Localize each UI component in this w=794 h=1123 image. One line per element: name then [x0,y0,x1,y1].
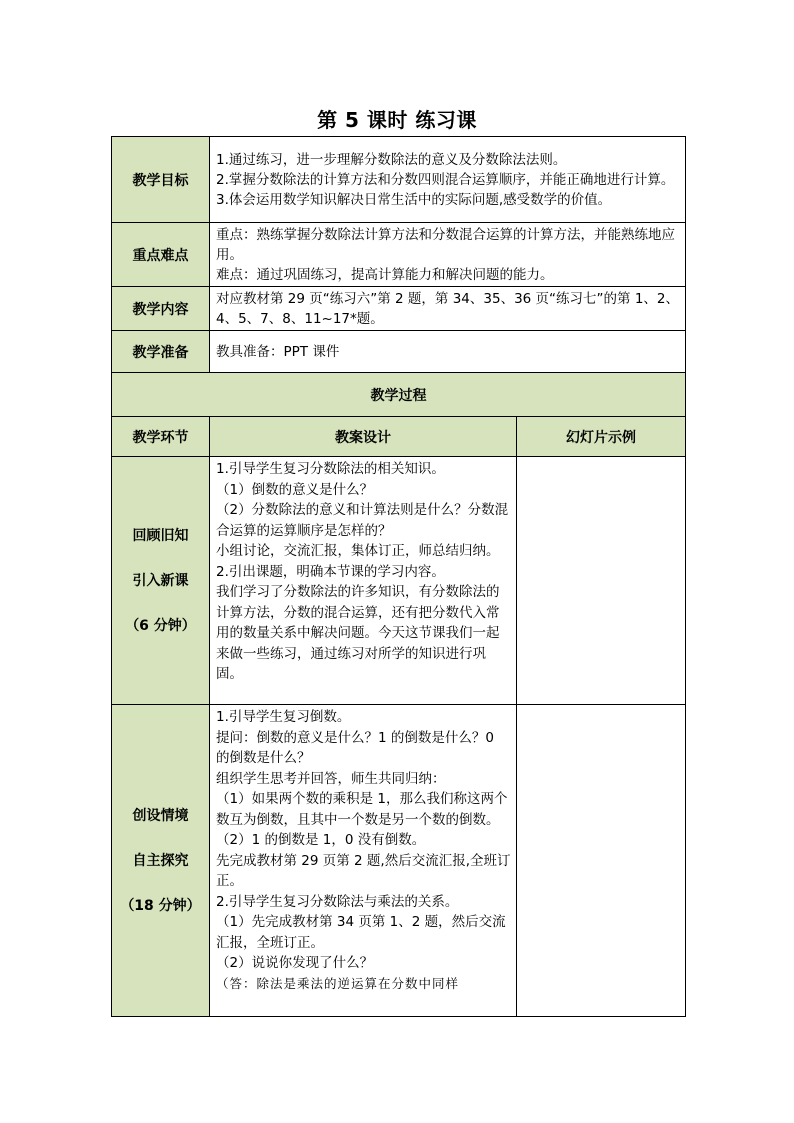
stage-name [112,457,210,705]
stage-name-line: 回顾旧知 [132,527,189,544]
objective-line: 2.掌握分数除法的计算方法和分数四则混合运算顺序，并能正确地进行计算。 [216,171,675,188]
key-points-row [112,223,686,287]
stage-row [112,457,686,705]
stage-name-line: 创设情境 [132,807,189,824]
stage-name-line: 引入新课 [132,572,189,589]
lesson-plan-table [111,136,686,1017]
design-line: 1.引导学生复习倒数。 [216,709,351,725]
column-header-stage: 教学环节 [112,417,210,457]
key-point-line: 难点：通过巩固练习，提高计算能力和解决问题的能力。 [216,266,554,283]
process-header-row [112,373,686,417]
design-line: 先完成教材第 29 页第 2 题,然后交流汇报,全班订正。 [216,852,511,889]
design-line: 2.引出课题，明确本节课的学习内容。 [216,563,445,580]
column-header-row [112,417,686,457]
design-line: 小组讨论，交流汇报，集体订正，师总结归纳。 [216,543,500,559]
key-point-line: 重点：熟练掌握分数除法计算方法和分数混合运算的计算方法，并能熟练地应用。 [216,226,675,263]
design-line: （2）说说你发现了什么？ [216,955,374,971]
design-line: 组织学生思考并回答，师生共同归纳： [216,770,446,787]
stage-name-line: 自主探究 [132,852,189,869]
objectives-row [112,137,686,223]
stage-row [112,705,686,1017]
objectives-label: 教学目标 [112,137,210,223]
stage-design [210,457,517,705]
page-title: 第 5 课时 练习课 [317,108,477,132]
slide-example-cell [517,457,686,705]
stage-duration: （18 分钟） [120,897,201,914]
design-line: 1.引导学生复习分数除法的相关知识。 [216,461,445,477]
preparation-label: 教学准备 [112,331,210,373]
design-line: （1）倒数的意义是什么？ [216,481,374,498]
stage-duration: （6 分钟） [125,617,196,634]
stage-design [210,705,517,1017]
design-line: （1）先完成教材第 34 页第 1、2 题，然后交流汇报，全班订正。 [216,914,506,951]
content-row [112,287,686,331]
key-points-content [210,223,686,287]
key-points-label: 重点难点 [112,223,210,287]
preparation-text: 教具准备：PPT 课件 [210,331,686,373]
design-line: 我们学习了分数除法的许多知识，有分数除法的计算方法，分数的混合运算，还有把分数代入常用的数量关系中解决问题。今天这节课我们一起来做一些练习，通过练习对所学的知识进行巩固。 [216,584,500,682]
design-line: 提问：倒数的意义是什么？1 的倒数是什么？0 的倒数是什么？ [216,729,494,766]
design-line: （2）1 的倒数是 1，0 没有倒数。 [216,832,426,848]
content-label: 教学内容 [112,287,210,331]
design-line: （2）分数除法的意义和计算法则是什么？分数混合运算的运算顺序是怎样的？ [216,502,509,539]
column-header-slides: 幻灯片示例 [517,417,686,457]
preparation-row [112,331,686,373]
objectives-content [210,137,686,223]
design-line: （1）如果两个数的乘积是 1，那么我们称这两个数互为倒数，且其中一个数是另一个数的倒数。 [216,791,508,828]
column-header-design: 教案设计 [210,417,517,457]
slide-example-cell [517,705,686,1017]
objective-line: 1.通过练习，进一步理解分数除法的意义及分数除法法则。 [216,151,567,168]
objective-line: 3.体会运用数学知识解决日常生活中的实际问题,感受数学的价值。 [216,191,612,208]
content-text: 对应教材第 29 页“练习六”第 2 题，第 34、35、36 页“练习七”的第 1、2、4、5、7、8、11~17*题。 [210,287,686,331]
design-line: 2.引导学生复习分数除法与乘法的关系。 [216,893,459,910]
stage-name [112,705,210,1017]
answer-line: （答：除法是乘法的逆运算在分数中同样 [216,975,460,991]
process-header: 教学过程 [112,373,686,417]
